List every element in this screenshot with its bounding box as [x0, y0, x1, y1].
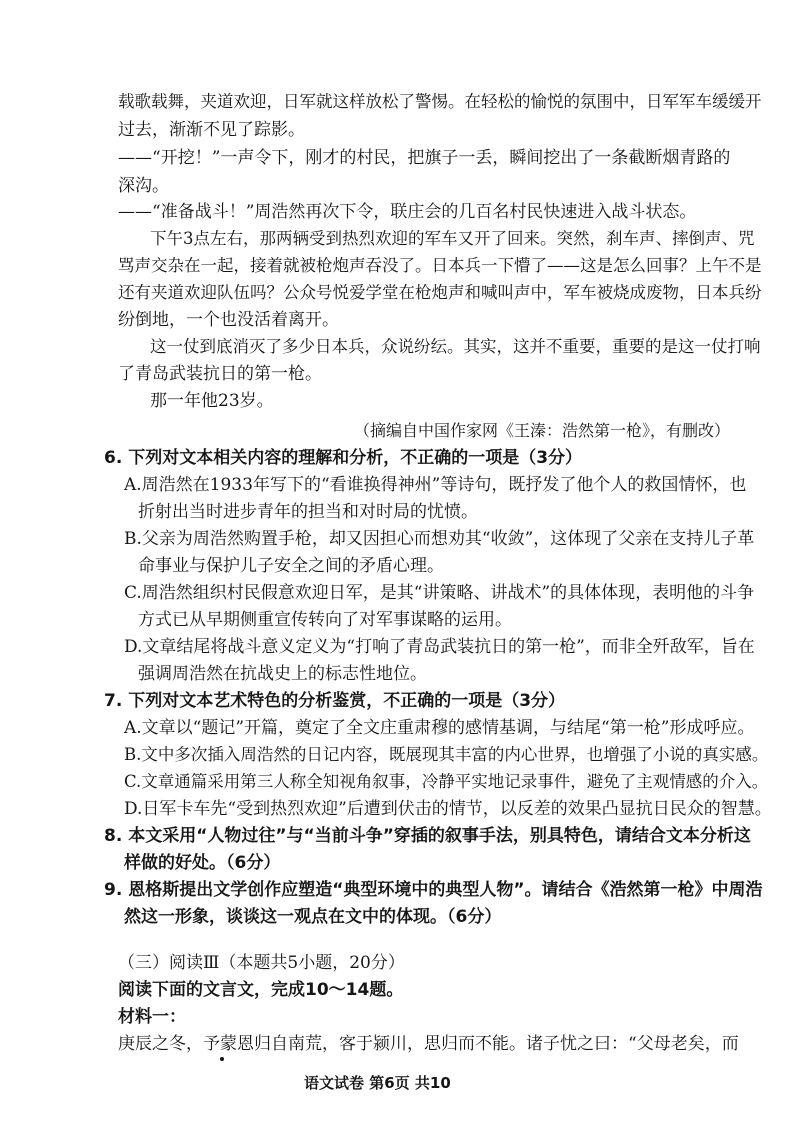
passage-p2-line2: 深沟。 [118, 176, 169, 196]
q8-line1: 8. 本文采用“人物过往”与“当前斗争”穿插的叙事手法，别具特色，请结合文本分析这 [104, 826, 751, 846]
q6-option-c-line1: C.周浩然组织村民假意欢迎日军，是其“讲策略、讲战术”的具体体现，表明他的斗争 [124, 583, 755, 603]
q6-option-a-line1: A.周浩然在1933年写下的“看谁换得神州”等诗句，既抒发了他个人的救国情怀，也 [124, 475, 747, 495]
section3-heading: （三）阅读Ⅲ（本题共5小题，20分） [118, 953, 405, 973]
q8-line2: 样做的好处。（6分） [124, 853, 281, 873]
section3-instruction: 阅读下面的文言文，完成10～14题。 [118, 980, 404, 1000]
passage-p3: ——“准备战斗！”周浩然再次下令，联庄会的几百名村民快速进入战斗状态。 [118, 202, 697, 222]
q7-option-d: D.日军卡车先“受到热烈欢迎”后遭到伏击的情节，以反差的效果凸显抗日民众的智慧。 [124, 799, 772, 819]
passage-p6: 那一年他23岁。 [150, 391, 274, 411]
q9-line1: 9. 恩格斯提出文学创作应塑造“典型环境中的典型人物”。请结合《浩然第一枪》中周浩 [104, 880, 763, 900]
q7-option-b: B.文中多次插入周浩然的日记内容，既展现其丰富的内心世界，也增强了小说的真实感。 [124, 745, 769, 764]
passage-p4-line2: 骂声交杂在一起，接着就被枪炮声吞没了。日本兵一下懵了——这是怎么回事？上午不是 [118, 256, 762, 275]
emphasis-dot [220, 1057, 224, 1061]
passage-p2-line1: ——“开挖！”一声令下，刚才的村民，把旗子一丢，瞬间挖出了一条截断烟青路的 [118, 148, 731, 168]
q6-stem: 6. 下列对文本相关内容的理解和分析，不正确的一项是（3分） [104, 448, 583, 468]
q6-option-d-line2: 强调周浩然在抗战史上的标志性地位。 [138, 664, 427, 684]
q7-option-c: C.文章通篇采用第三人称全知视角叙事，冷静平实地记录事件，避免了主观情感的介入。 [124, 772, 769, 791]
q7-stem: 7. 下列对文本艺术特色的分析鉴赏，不正确的一项是（3分） [104, 691, 566, 711]
passage-p4-line3: 还有夹道欢迎队伍吗？公众号悦爱学堂在枪炮声和喊叫声中，军车被烧成废物，日本兵纷 [118, 283, 762, 302]
q6-option-b-line1: B.父亲为周浩然购置手枪，却又因担心而想劝其“收敛”，这体现了父亲在支持儿子革 [124, 529, 755, 549]
q6-option-c-line2: 方式已从早期侧重宣传转向了对军事谋略的运用。 [138, 610, 512, 630]
passage-p1-line2: 过去，渐渐不见了踪影。 [118, 120, 305, 140]
passage-p5-line1: 这一仗到底消灭了多少日本兵，众说纷纭。其实，这并不重要，重要的是这一仗打响 [150, 337, 761, 356]
q6-option-b-line2: 命事业与保护儿子安全之间的矛盾心理。 [138, 556, 444, 576]
material-label: 材料一： [118, 1007, 186, 1027]
q6-option-a-line2: 折射出当时进步青年的担当和对时局的忧愤。 [138, 502, 478, 522]
passage-p4-line1: 下午3点左右，那两辆受到热烈欢迎的军车又开了回来。突然，刹车声、摔倒声、咒 [150, 229, 755, 248]
passage-p4-line4: 纷倒地，一个也没活着离开。 [118, 310, 339, 330]
material-line1: 庚辰之冬，予蒙恩归自南荒，客于颍川，思归而不能。诸子忧之曰：“父母老矣，而 [118, 1034, 739, 1054]
q7-option-a: A.文章以“题记”开篇，奠定了全文庄重肃穆的感情基调，与结尾“第一枪”形成呼应。 [124, 718, 755, 738]
q6-option-d-line1: D.文章结尾将战斗意义定义为“打响了青岛武装抗日的第一枪”，而非全歼敌军，旨在 [124, 637, 755, 657]
page-footer: 语文试卷 第6页 共10 [304, 1074, 451, 1092]
passage-p5-line2: 了青岛武装抗日的第一枪。 [118, 364, 322, 384]
passage-p1-line1: 载歌载舞，夹道欢迎，日军就这样放松了警惕。在轻松的愉悦的氛围中，日军军车缓缓开 [118, 92, 762, 111]
passage-source: （摘编自中国作家网《王溱：浩然第一枪》，有删改） [354, 421, 731, 440]
q9-line2: 然这一形象，谈谈这一观点在文中的体现。（6分） [124, 907, 502, 927]
